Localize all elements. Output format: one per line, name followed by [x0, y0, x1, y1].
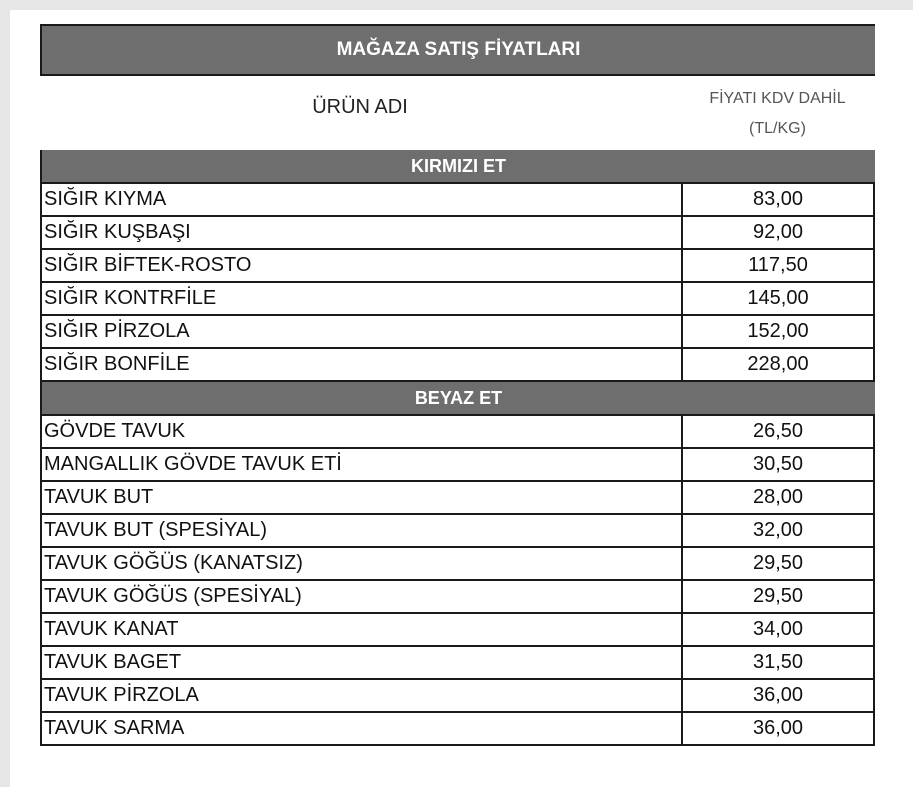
section-header-red-meat: KIRMIZI ET [40, 150, 875, 182]
product-price: 152,00 [682, 315, 874, 348]
product-name: SIĞIR KUŞBAŞI [41, 216, 682, 249]
product-name: MANGALLIK GÖVDE TAVUK ETİ [41, 448, 682, 481]
table-row [41, 282, 874, 315]
product-name: TAVUK BUT [41, 481, 682, 514]
section-header-white-meat: BEYAZ ET [40, 382, 875, 414]
product-price: 28,00 [682, 481, 874, 514]
table-row [41, 613, 874, 646]
table-row [41, 448, 874, 481]
product-price: 83,00 [682, 183, 874, 216]
price-header-line2: (TL/KG) [749, 120, 806, 137]
table-row [41, 679, 874, 712]
product-name: TAVUK GÖĞÜS (KANATSIZ) [41, 547, 682, 580]
table-row [41, 348, 874, 381]
product-price: 34,00 [682, 613, 874, 646]
product-name: TAVUK BUT (SPESİYAL) [41, 514, 682, 547]
product-name: TAVUK PİRZOLA [41, 679, 682, 712]
table-row [41, 580, 874, 613]
table-row [41, 646, 874, 679]
table-row [41, 249, 874, 282]
price-column-header [680, 84, 875, 144]
product-name: SIĞIR KIYMA [41, 183, 682, 216]
product-price: 36,00 [682, 679, 874, 712]
table-row [41, 514, 874, 547]
product-name: TAVUK BAGET [41, 646, 682, 679]
table-row [41, 547, 874, 580]
product-price: 30,50 [682, 448, 874, 481]
product-name: SIĞIR BİFTEK-ROSTO [41, 249, 682, 282]
document-frame [10, 10, 913, 787]
product-price: 32,00 [682, 514, 874, 547]
red-meat-table [40, 182, 875, 382]
product-price: 145,00 [682, 282, 874, 315]
table-row [41, 481, 874, 514]
table-row [41, 712, 874, 745]
product-price: 31,50 [682, 646, 874, 679]
product-price: 29,50 [682, 580, 874, 613]
product-price: 26,50 [682, 415, 874, 448]
product-name: SIĞIR PİRZOLA [41, 315, 682, 348]
table-row [41, 415, 874, 448]
product-name: TAVUK SARMA [41, 712, 682, 745]
product-name: TAVUK GÖĞÜS (SPESİYAL) [41, 580, 682, 613]
table-row [41, 216, 874, 249]
product-price: 92,00 [682, 216, 874, 249]
product-name: GÖVDE TAVUK [41, 415, 682, 448]
column-header-row [40, 76, 875, 150]
table-title: MAĞAZA SATIŞ FİYATLARI [40, 24, 875, 76]
white-meat-table [40, 414, 875, 746]
product-name: SIĞIR KONTRFİLE [41, 282, 682, 315]
table-row [41, 183, 874, 216]
product-price: 117,50 [682, 249, 874, 282]
product-name: TAVUK KANAT [41, 613, 682, 646]
product-price: 29,50 [682, 547, 874, 580]
price-table [40, 24, 875, 746]
price-header-line1: FİYATI KDV DAHİL [709, 90, 846, 107]
product-price: 228,00 [682, 348, 874, 381]
product-price: 36,00 [682, 712, 874, 745]
product-name: SIĞIR BONFİLE [41, 348, 682, 381]
product-column-header: ÜRÜN ADI [312, 96, 408, 118]
table-row [41, 315, 874, 348]
